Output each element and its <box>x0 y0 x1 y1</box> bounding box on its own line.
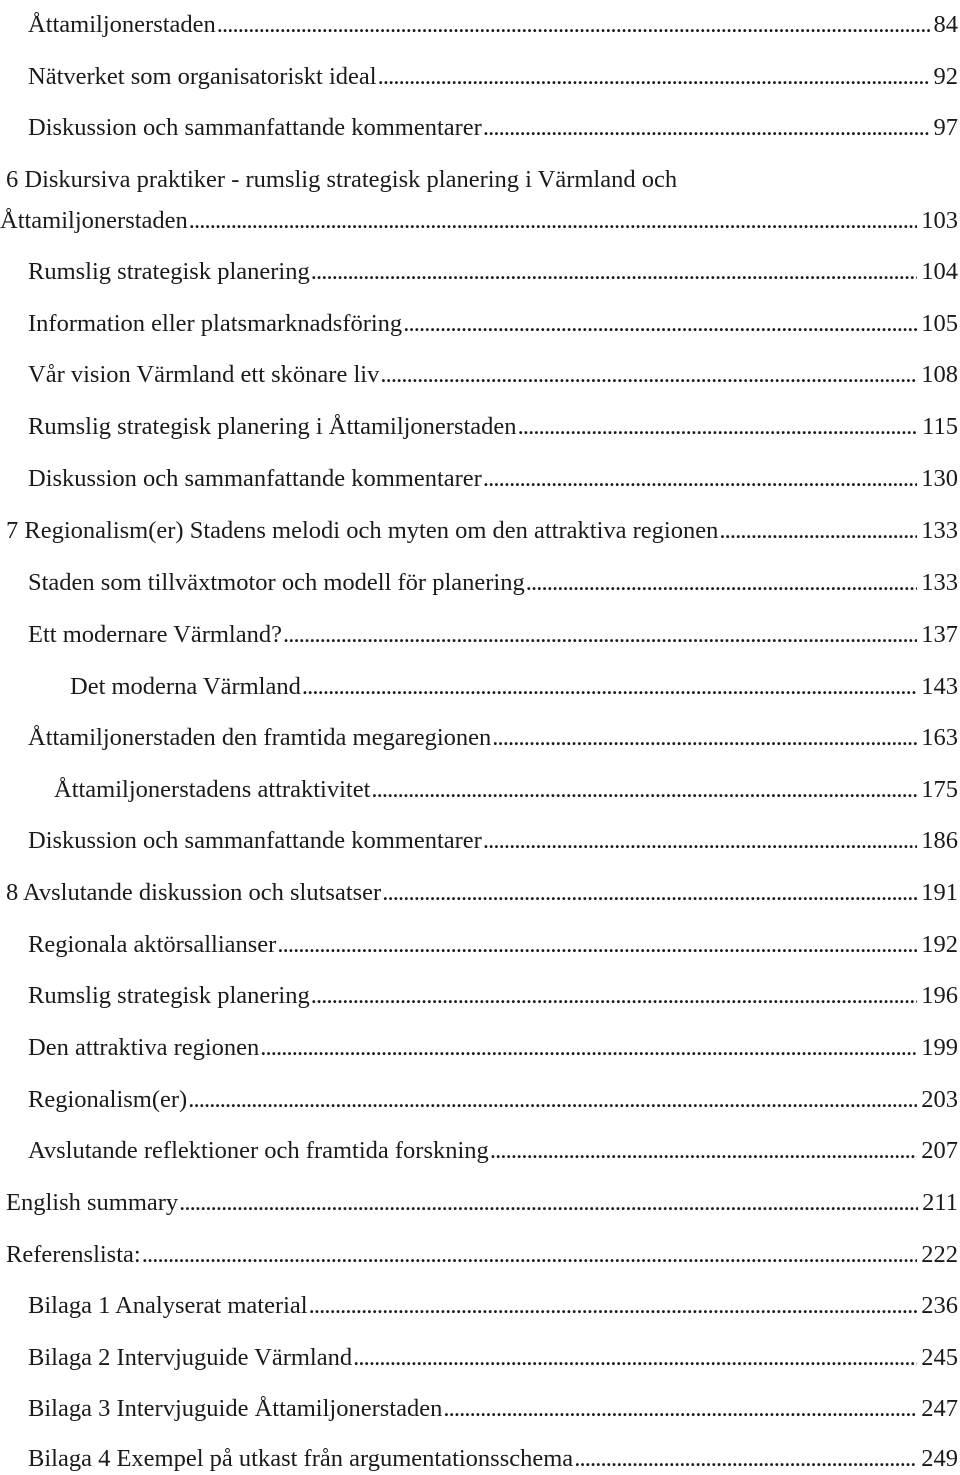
toc-leader <box>380 360 917 390</box>
toc-entry[interactable] <box>0 506 958 546</box>
toc-page-number: 137 <box>921 621 958 648</box>
toc-page-number: 103 <box>921 207 958 234</box>
toc-entry-title: Bilaga 4 Exempel på utkast från argumentationsschema <box>28 1445 574 1472</box>
toc-entry-title: 7 Regionalism(er) Stadens melodi och myten om den attraktiva regionen <box>6 517 719 544</box>
toc-entry-title: Bilaga 2 Intervjuguide Värmland <box>28 1344 353 1371</box>
toc-entry-title: Åttamiljonerstaden den framtida megaregionen <box>28 724 492 751</box>
toc-entry[interactable] <box>0 402 958 442</box>
toc-entry[interactable] <box>0 662 958 702</box>
toc-entry[interactable] <box>0 0 958 40</box>
toc-leader <box>518 412 919 442</box>
toc-entry-title: Ett modernare Värmland? <box>28 621 282 648</box>
toc-page-number: 196 <box>921 982 958 1009</box>
toc-page-number: 207 <box>921 1137 958 1164</box>
toc-leader <box>403 309 917 339</box>
toc-leader <box>309 1291 918 1321</box>
toc-entry[interactable] <box>0 920 958 960</box>
toc-entry[interactable] <box>0 816 958 856</box>
toc-leader <box>302 672 917 702</box>
toc-page-number: 133 <box>921 517 958 544</box>
toc-leader <box>719 516 917 546</box>
toc-page-number: 108 <box>921 361 958 388</box>
toc-entry[interactable] <box>0 247 958 287</box>
toc-leader <box>371 775 917 805</box>
toc-leader <box>353 1343 917 1373</box>
toc-page-number: 222 <box>921 1241 958 1268</box>
toc-page-number: 143 <box>921 673 958 700</box>
toc-entry[interactable] <box>0 713 958 753</box>
toc-entry-title: Regionala aktörsallianser <box>28 931 277 958</box>
toc-leader <box>443 1394 917 1424</box>
toc-entry-title: Rumslig strategisk planering <box>28 982 310 1009</box>
toc-page-number: 163 <box>921 724 958 751</box>
toc-entry[interactable] <box>0 1384 958 1424</box>
toc-page-number: 84 <box>933 11 958 38</box>
toc-entry-title: Regionalism(er) <box>28 1086 188 1113</box>
toc-entry[interactable] <box>0 1281 958 1321</box>
toc-entry[interactable] <box>0 1178 958 1218</box>
toc-entry-title: Det moderna Värmland <box>70 673 301 700</box>
toc-page-number: 247 <box>921 1395 958 1422</box>
toc-entry-title: Rumslig strategisk planering i Åttamiljonerstaden <box>28 413 517 440</box>
toc-leader <box>483 113 930 143</box>
toc-page-number: 245 <box>921 1344 958 1371</box>
toc-entry-title: Åttamiljonerstaden <box>28 11 216 38</box>
toc-page-number: 192 <box>921 931 958 958</box>
toc-entry-title: Referenslista: <box>6 1241 141 1268</box>
toc-leader <box>492 723 917 753</box>
toc-entry-title: Bilaga 3 Intervjuguide Åttamiljonerstaden <box>28 1395 443 1422</box>
toc-entry-title: Åttamiljonerstaden <box>0 207 188 234</box>
toc-leader <box>378 62 930 92</box>
toc-entry-title: Avslutande reflektioner och framtida forskning <box>28 1137 489 1164</box>
toc-leader <box>574 1444 917 1474</box>
toc-leader <box>179 1188 918 1218</box>
toc-page-number: 191 <box>921 879 958 906</box>
toc-chapter-heading[interactable] <box>0 155 958 195</box>
toc-entry[interactable] <box>0 765 958 805</box>
toc-leader <box>483 464 917 494</box>
toc-page-number: 203 <box>921 1086 958 1113</box>
toc-entry[interactable] <box>0 1230 958 1270</box>
toc-entry[interactable] <box>0 299 958 339</box>
toc-page-number: 199 <box>921 1034 958 1061</box>
toc-leader <box>311 257 918 287</box>
toc-entry-title: Åttamiljonerstadens attraktivitet <box>54 776 371 803</box>
toc-entry[interactable] <box>0 52 958 92</box>
toc-entry[interactable] <box>0 454 958 494</box>
toc-leader <box>283 620 917 650</box>
toc-page-number: 175 <box>921 776 958 803</box>
toc-entry[interactable] <box>0 558 958 598</box>
toc-entry-title: Vår vision Värmland ett skönare liv <box>28 361 380 388</box>
toc-page-number: 104 <box>921 258 958 285</box>
toc-leader <box>526 568 918 598</box>
toc-entry-title: Rumslig strategisk planering <box>28 258 310 285</box>
toc-leader <box>483 826 917 856</box>
toc-page-number: 130 <box>921 465 958 492</box>
toc-leader <box>277 930 917 960</box>
toc-page-number: 97 <box>933 114 958 141</box>
toc-entry[interactable] <box>0 610 958 650</box>
toc-entry[interactable] <box>0 1023 958 1063</box>
toc-entry-title: Nätverket som organisatoriskt ideal <box>28 63 377 90</box>
toc-entry[interactable] <box>0 1126 958 1166</box>
toc-entry[interactable] <box>0 1075 958 1115</box>
toc-page-number: 133 <box>921 569 958 596</box>
toc-entry-title: English summary <box>6 1189 179 1216</box>
toc-leader <box>142 1240 918 1270</box>
toc-entry[interactable] <box>0 1434 958 1474</box>
toc-entry-title: Staden som tillväxtmotor och modell för planering <box>28 569 525 596</box>
toc-entry-title: Diskussion och sammanfattande kommentarer <box>28 827 482 854</box>
toc-page-number: 115 <box>922 413 958 440</box>
toc-entry-title: Bilaga 1 Analyserat material <box>28 1292 308 1319</box>
toc-leader <box>189 206 917 236</box>
toc-page-number: 92 <box>933 63 958 90</box>
toc-leader <box>382 878 917 908</box>
toc-entry[interactable] <box>0 1333 958 1373</box>
toc-leader <box>188 1085 917 1115</box>
toc-entry[interactable] <box>0 350 958 390</box>
toc-entry-title: Den attraktiva regionen <box>28 1034 260 1061</box>
toc-page-number: 211 <box>922 1189 958 1216</box>
toc-entry-title: Information eller platsmarknadsföring <box>28 310 403 337</box>
toc-entry[interactable] <box>0 196 958 236</box>
toc-page-number: 105 <box>921 310 958 337</box>
toc-entry[interactable] <box>0 971 958 1011</box>
toc-leader <box>490 1136 917 1166</box>
toc-leader <box>311 981 918 1011</box>
toc-leader <box>260 1033 917 1063</box>
toc-entry[interactable] <box>0 868 958 908</box>
toc-entry-title: Diskussion och sammanfattande kommentarer <box>28 465 482 492</box>
toc-entry-title: 6 Diskursiva praktiker - rumslig strategisk planering i Värmland och <box>6 166 678 193</box>
toc-page-number: 236 <box>921 1292 958 1319</box>
toc-leader <box>217 10 930 40</box>
toc-entry-title: Diskussion och sammanfattande kommentarer <box>28 114 482 141</box>
toc-page-number: 249 <box>921 1445 958 1472</box>
toc-entry-title: 8 Avslutande diskussion och slutsatser <box>6 879 382 906</box>
toc-page-number: 186 <box>921 827 958 854</box>
toc-entry[interactable] <box>0 103 958 143</box>
